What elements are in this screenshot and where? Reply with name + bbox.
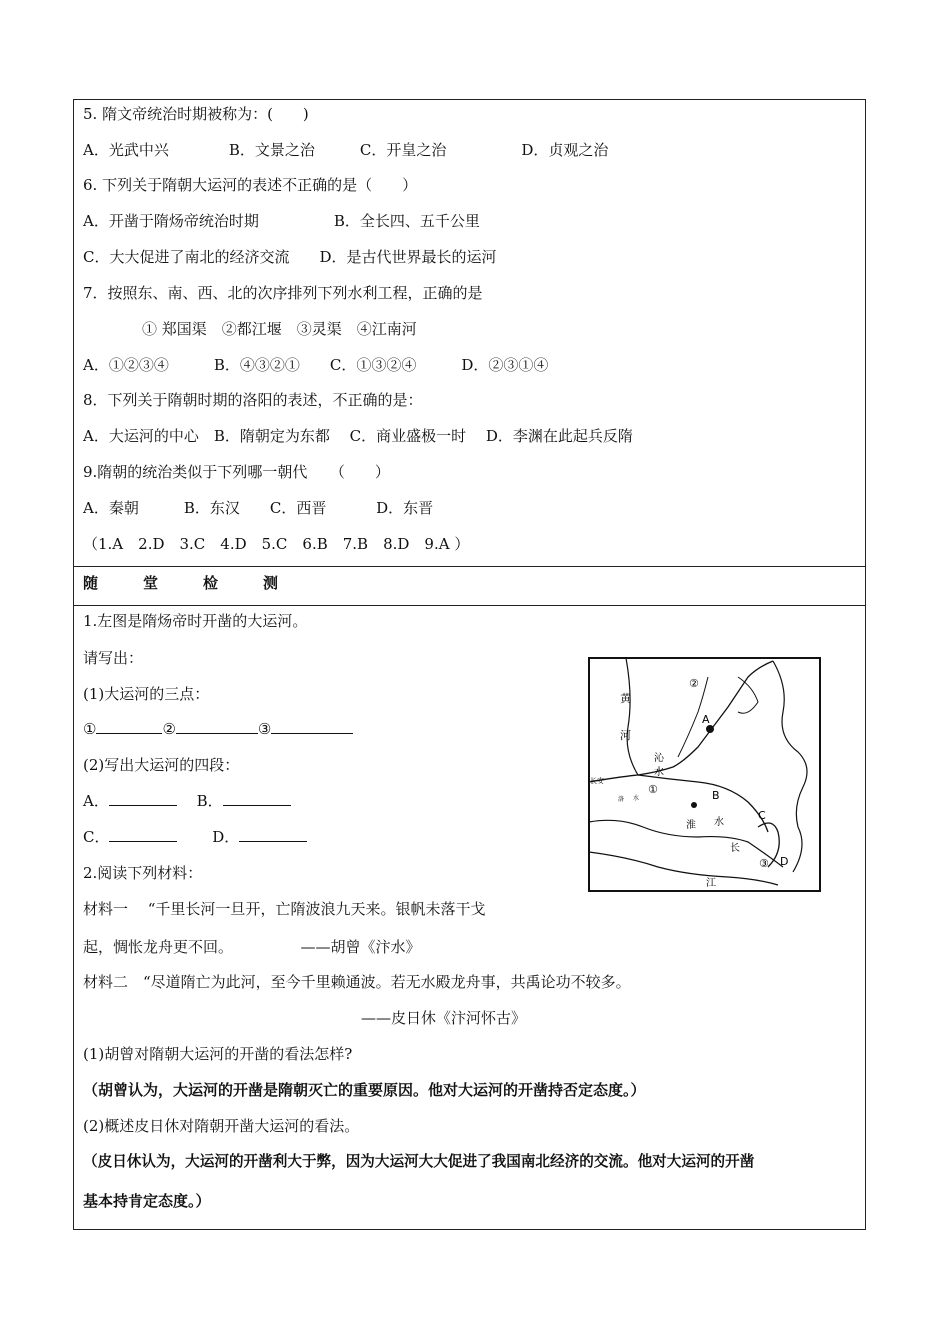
question-5-options: A．光武中兴 B．文景之治 C．开皇之治 D．贞观之治 xyxy=(83,141,609,159)
row-divider xyxy=(74,566,865,567)
answer-key: （1.A 2.D 3.C 4.D 5.C 6.B 7.B 8.D 9.A ） xyxy=(83,535,470,553)
test-1-part-2-cd: C． D． xyxy=(83,827,307,847)
question-5: 5. 隋文帝统治时期被称为：( ) xyxy=(83,105,309,123)
map-label: ② xyxy=(689,677,699,690)
answer-blank[interactable] xyxy=(239,827,307,842)
map-label: 水 xyxy=(714,817,724,828)
document-table xyxy=(73,99,866,1230)
map-label: 水 xyxy=(654,767,664,778)
row-divider xyxy=(74,605,865,606)
section-title-char: 随 xyxy=(83,574,99,592)
answer-blank[interactable] xyxy=(223,791,291,806)
map-label: ① xyxy=(648,783,658,796)
answer-blank[interactable] xyxy=(109,791,177,806)
question-8-options: A．大运河的中心 B．隋朝定为东都 C．商业盛极一时 D．李渊在此起兵反隋 xyxy=(83,427,633,445)
city-marker xyxy=(691,802,697,808)
map-label: D xyxy=(780,855,789,868)
canal-line xyxy=(589,661,773,782)
section-title-char: 堂 xyxy=(143,574,159,592)
test-1-part-1-blanks: ① ② ③ xyxy=(83,719,353,739)
test-1-ask: 请写出： xyxy=(83,649,144,667)
map-label: 黄 xyxy=(620,692,631,705)
city-marker xyxy=(706,725,714,733)
material-2-source: ——皮日休《汴河怀古》 xyxy=(361,1009,527,1027)
answer-blank[interactable] xyxy=(96,719,162,734)
answer-blank[interactable] xyxy=(271,719,353,734)
question-7: 7．按照东、南、西、北的次序排列下列水利工程，正确的是 xyxy=(83,284,483,302)
test-1: 1.左图是隋炀帝时开凿的大运河。 xyxy=(83,612,308,630)
sub-answer-2-line-1: （皮日休认为，大运河的开凿利大于弊，因为大运河大大促进了我国南北经济的交流。他对大运河的开凿 xyxy=(83,1153,755,1170)
question-6-options-ab: A．开凿于隋炀帝统治时期 B．全长四、五千公里 xyxy=(83,212,480,230)
section-title-char: 检 xyxy=(203,574,219,592)
map-label: 长安 xyxy=(590,777,604,785)
sub-answer-2-line-2: 基本持肯定态度。） xyxy=(83,1192,211,1210)
map-label: 江 xyxy=(706,878,716,889)
map-label: A xyxy=(702,713,710,726)
yangtze-river-line xyxy=(589,852,778,885)
grand-canal-map xyxy=(588,657,821,892)
question-7-items: ① 郑国渠 ②都江堰 ③灵渠 ④江南河 xyxy=(142,320,417,338)
map-label: 沁 xyxy=(654,753,664,764)
map-label: C xyxy=(758,809,766,822)
map-label: B xyxy=(712,789,720,802)
question-9: 9.隋朝的统治类似于下列哪一朝代 （ ） xyxy=(83,463,390,481)
section-title xyxy=(83,573,323,593)
test-1-part-2: (2)写出大运河的四段： xyxy=(83,756,240,774)
sub-question-2: (2)概述皮日休对隋朝开凿大运河的看法。 xyxy=(83,1117,360,1135)
material-2: 材料二 “尽道隋亡为此河，至今千里赖通波。若无水殿龙舟事，共禹论功不较多。 xyxy=(83,973,631,991)
sub-question-1: (1)胡曾对隋朝大运河的开凿的看法怎样? xyxy=(83,1045,353,1063)
answer-blank[interactable] xyxy=(176,719,258,734)
material-1-line-2: 起，惆怅龙舟更不回。 ——胡曾《汴水》 xyxy=(83,938,421,956)
map-label: 河 xyxy=(620,729,631,742)
map-label: ③ xyxy=(759,857,769,870)
question-6: 6. 下列关于隋朝大运河的表述不正确的是（ ） xyxy=(83,176,418,194)
coastline xyxy=(773,661,807,872)
question-6-options-cd: C．大大促进了南北的经济交流 D．是古代世界最长的运河 xyxy=(83,248,497,266)
test-1-part-1: (1)大运河的三点： xyxy=(83,685,210,703)
map-label: 长 xyxy=(730,843,740,854)
question-9-options: A．秦朝 B．东汉 C．西晋 D．东晋 xyxy=(83,499,434,517)
question-8: 8．下列关于隋朝时期的洛阳的表述，不正确的是： xyxy=(83,391,423,409)
map-label: 洛 xyxy=(618,796,625,803)
sub-answer-1: （胡曾认为，大运河的开凿是隋朝灭亡的重要原因。他对大运河的开凿持否定态度。） xyxy=(83,1081,646,1099)
material-1-line-1: 材料一 “千里长河一旦开，亡隋波浪九天来。银帆未落干戈 xyxy=(83,900,486,918)
answer-blank[interactable] xyxy=(109,827,177,842)
section-title-char: 测 xyxy=(263,574,279,592)
map-label: 水 xyxy=(633,795,640,802)
test-2: 2.阅读下列材料： xyxy=(83,864,203,882)
map-label: 淮 xyxy=(686,820,696,831)
bay-line xyxy=(738,677,758,713)
test-1-part-2-ab: A． B． xyxy=(83,791,291,811)
yellow-river-line xyxy=(626,658,638,775)
question-7-options: A．①②③④ B．④③②① C．①③②④ D．②③①④ xyxy=(83,356,549,374)
